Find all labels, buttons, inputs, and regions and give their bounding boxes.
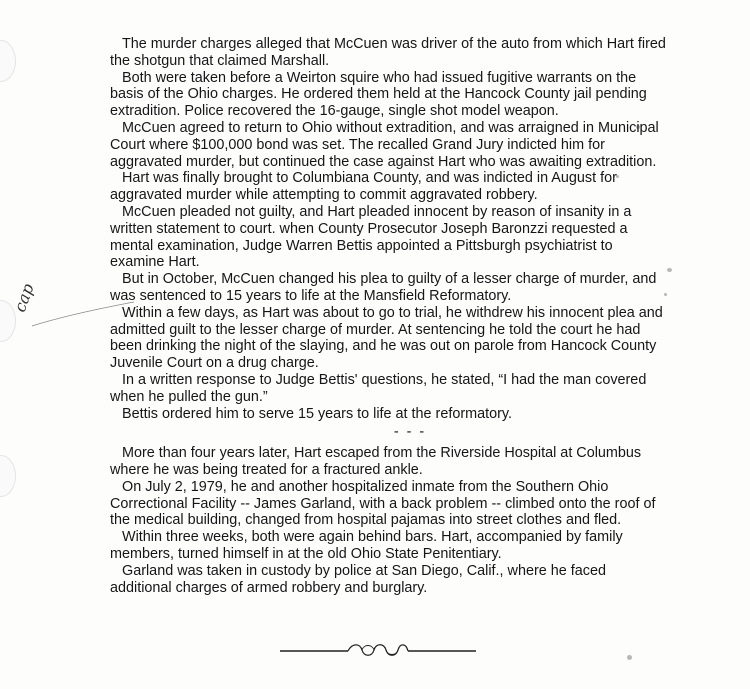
paragraph: More than four years later, Hart escaped from the Riverside Hospital at Columbus where he was being treated for a fractured ankle. <box>110 445 642 478</box>
paragraph: On July 2, 1979, he and another hospitalized inmate from the Southern Ohio Correctional Facility -- James Garland, with a back problem -- climbed onto the roof of the medical building, changed from hospital pajamas into street clothes and fled. <box>110 478 656 529</box>
paragraph: Garland was taken in custody by police at San Diego, Calif., where he faced additional charges of armed robbery and burglary. <box>110 562 606 596</box>
paragraph: Hart was finally brought to Columbiana County, and was indicted in August for aggravated murder while attempting to commit aggravated robbery. <box>110 170 617 204</box>
handwritten-margin-note: cap <box>10 280 38 315</box>
paragraph: But in October, McCuen changed his plea to guilty of a lesser charge of murder, and was sentenced to 15 years to life at the Mansfield Reformatory. <box>110 271 657 304</box>
speck-mark <box>627 655 632 660</box>
paragraph: McCuen agreed to return to Ohio without extradition, and was arraigned in Municipal Court where $100,000 bond was set. The recalled Grand Jury indicted him for aggravated murder, but continued the case against Hart who was awaiting extradition. <box>110 119 659 170</box>
paragraph: In a written response to Judge Bettis' questions, he stated, “I had the man covered when he pulled the gun.” <box>110 371 647 405</box>
paragraph: McCuen pleaded not guilty, and Hart pleaded innocent by reason of insanity in a written statement to court. when County Prosecutor Joseph Baronzzi requested a mental examination, Judge Warren Bettis appointed a Pittsburgh psychiatrist to examine Hart. <box>110 203 632 271</box>
section-separator: - - - <box>393 424 427 441</box>
article-body <box>110 36 670 596</box>
paragraph: Within a few days, as Hart was about to go to trial, he withdrew his innocent plea and admitted guilt to the lesser charge of murder. At sentencing he told the court he had been drinking the night of the slaying, and he was out on parole from Hancock County Juvenile Court on a drug charge. <box>110 304 663 372</box>
paragraph: Within three weeks, both were again behind bars. Hart, accompanied by family members, turned himself in at the old Ohio State Penitentiary. <box>110 529 623 562</box>
punch-hole-top <box>0 40 16 82</box>
paragraph: Bettis ordered him to serve 15 years to life at the reformatory. <box>122 405 513 422</box>
paragraph: Both were taken before a Weirton squire who had issued fugitive warrants on the basis of the Ohio charges. He ordered them held at the Hancock County jail pending extradition. Police recovered the 16-gauge, single shot model weapon. <box>110 69 647 120</box>
ornament-divider <box>278 638 478 662</box>
punch-hole-bottom <box>0 455 16 497</box>
paragraph: The murder charges alleged that McCuen was driver of the auto from which Hart fired the shotgun that claimed Marshall. <box>110 36 666 69</box>
